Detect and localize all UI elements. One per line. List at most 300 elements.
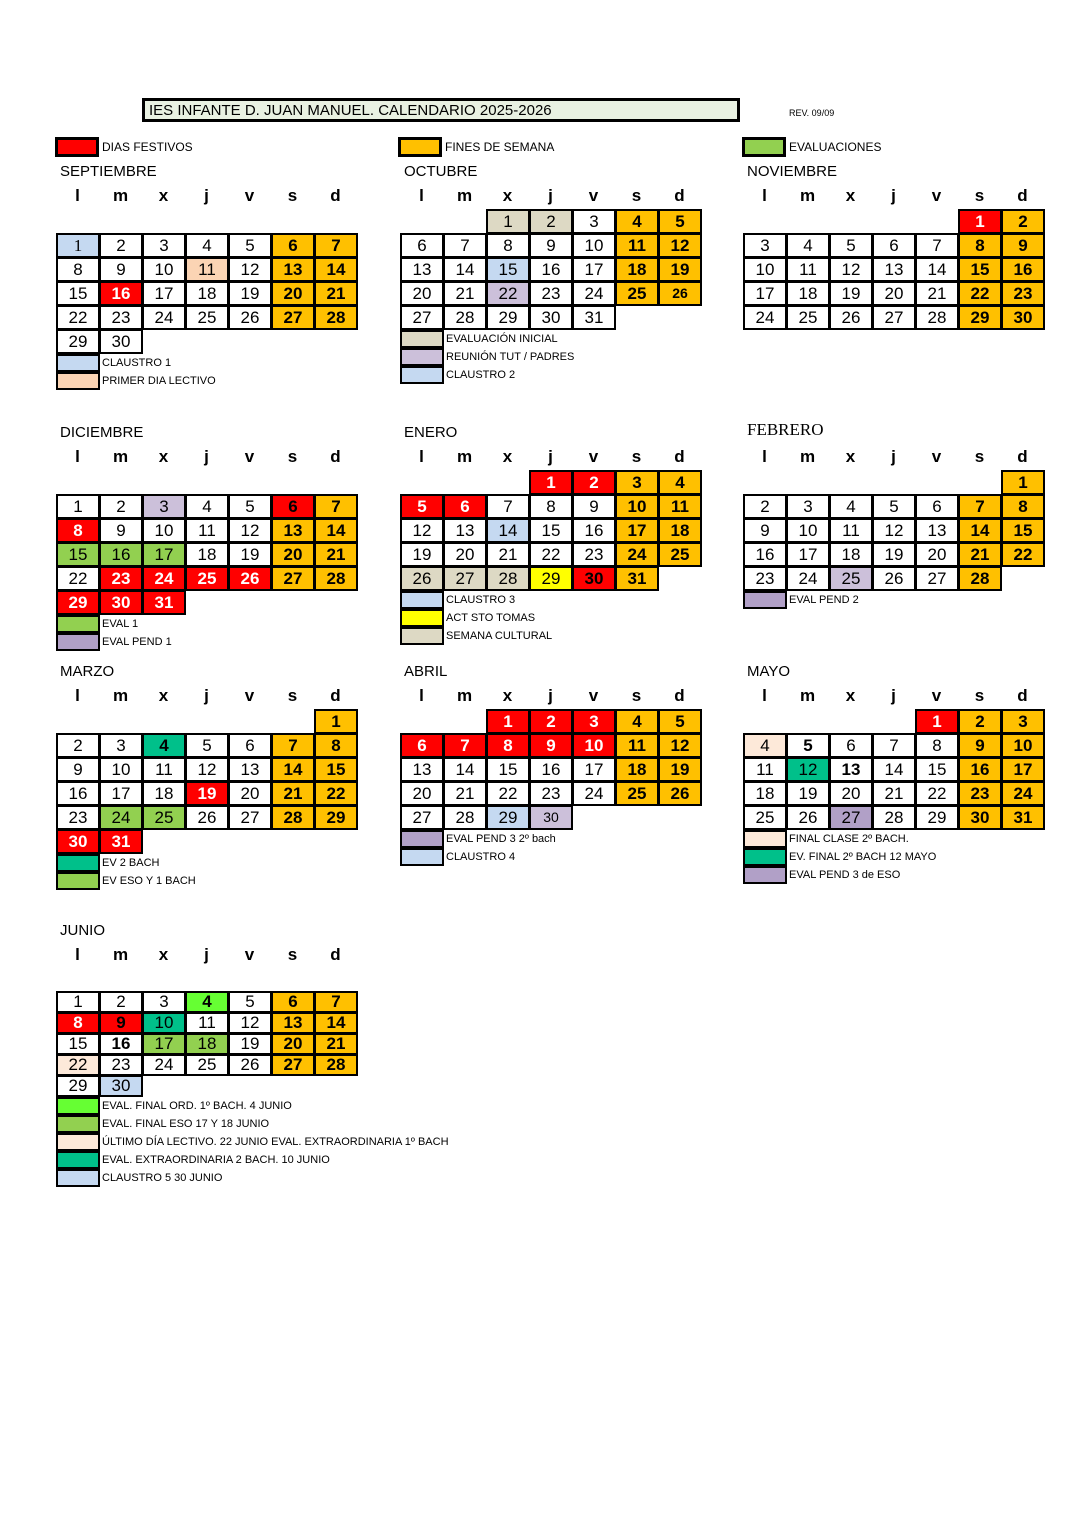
day-cell: 18 <box>142 781 186 806</box>
day-cell: 26 <box>658 281 702 306</box>
day-cell: 28 <box>314 566 358 591</box>
day-cell: 5 <box>228 233 272 258</box>
weekday-label: d <box>330 447 341 466</box>
day-cell: 18 <box>185 1033 229 1055</box>
day-cell: 17 <box>142 1033 186 1055</box>
day-cell: 1 <box>486 209 530 234</box>
day-cell: 23 <box>743 566 787 591</box>
day-cell: 28 <box>958 566 1002 591</box>
day-cell: 5 <box>786 733 830 758</box>
day-cell: 2 <box>99 494 143 519</box>
legend-item <box>743 591 1086 609</box>
day-cell: 29 <box>56 329 100 354</box>
legend-swatch <box>56 854 100 872</box>
day-cell: 13 <box>271 1012 315 1034</box>
weekday-label: d <box>330 186 341 205</box>
day-cell: 2 <box>572 470 616 495</box>
weekday-label: j <box>204 186 209 205</box>
day-cell: 12 <box>658 233 702 258</box>
day-cell: 10 <box>1001 733 1045 758</box>
legend-item <box>400 348 900 366</box>
day-cell: 13 <box>271 257 315 282</box>
day-cell: 15 <box>56 1033 100 1055</box>
month-name: MAYO <box>747 663 791 680</box>
day-cell: 19 <box>228 1033 272 1055</box>
weekday-label: s <box>974 447 985 466</box>
day-cell: 20 <box>915 542 959 567</box>
day-cell: 20 <box>400 781 444 806</box>
day-cell: 14 <box>314 257 358 282</box>
legend-item <box>743 848 1086 866</box>
day-cell: 4 <box>786 233 830 258</box>
day-cell: 27 <box>400 305 444 330</box>
day-cell: 3 <box>142 494 186 519</box>
weekday-label: d <box>330 686 341 705</box>
legend-label: EVAL PEND 2 <box>789 594 859 606</box>
day-cell: 7 <box>314 991 358 1013</box>
weekday-label: v <box>588 686 599 705</box>
day-cell: 14 <box>915 257 959 282</box>
legend-evaluaciones-label: EVALUACIONES <box>789 140 882 154</box>
day-cell: 26 <box>228 1054 272 1076</box>
day-cell: 12 <box>185 757 229 782</box>
legend-label: PRIMER DIA LECTIVO <box>102 375 216 387</box>
legend-item <box>56 1133 556 1151</box>
weekday-label: j <box>891 686 896 705</box>
day-cell: 10 <box>142 1012 186 1034</box>
weekday-label: l <box>762 447 767 466</box>
legend-swatch <box>400 330 444 348</box>
day-cell: 26 <box>228 566 272 591</box>
day-cell: 11 <box>142 757 186 782</box>
legend-festivos-label: DIAS FESTIVOS <box>102 140 193 154</box>
day-cell: 6 <box>271 991 315 1013</box>
legend-label: EV 2 BACH <box>102 857 160 869</box>
day-cell: 5 <box>185 733 229 758</box>
day-cell: 1 <box>56 991 100 1013</box>
day-cell: 9 <box>56 757 100 782</box>
day-cell: 19 <box>658 757 702 782</box>
day-cell: 16 <box>99 542 143 567</box>
day-cell: 25 <box>185 1054 229 1076</box>
day-cell: 29 <box>529 566 573 591</box>
day-cell: 2 <box>99 991 143 1013</box>
legend-label: CLAUSTRO 3 <box>446 594 516 606</box>
legend-swatch <box>400 848 444 866</box>
weekday-label: l <box>75 686 80 705</box>
day-cell: 8 <box>486 733 530 758</box>
day-cell: 23 <box>529 781 573 806</box>
weekday-label: j <box>891 447 896 466</box>
weekday-label: d <box>330 945 341 964</box>
legend-item <box>743 830 1086 848</box>
weekday-label: s <box>631 686 642 705</box>
day-cell: 5 <box>228 494 272 519</box>
day-cell: 19 <box>658 257 702 282</box>
day-cell: 28 <box>443 805 487 830</box>
legend-label: FINAL CLASE 2º BACH. <box>789 833 909 845</box>
day-cell: 7 <box>314 494 358 519</box>
weekday-label: v <box>244 686 255 705</box>
weekday-label: s <box>287 686 298 705</box>
day-cell: 12 <box>228 518 272 543</box>
day-cell: 26 <box>185 805 229 830</box>
day-cell: 22 <box>56 1054 100 1076</box>
weekday-label: m <box>799 447 816 466</box>
day-cell: 20 <box>271 281 315 306</box>
day-cell: 27 <box>915 566 959 591</box>
day-cell: 24 <box>743 305 787 330</box>
day-cell: 23 <box>99 1054 143 1076</box>
day-cell: 22 <box>529 542 573 567</box>
day-cell: 28 <box>314 305 358 330</box>
day-cell: 2 <box>1001 209 1045 234</box>
day-cell: 31 <box>572 305 616 330</box>
day-cell: 30 <box>529 805 573 830</box>
day-cell: 4 <box>829 494 873 519</box>
day-cell: 6 <box>443 494 487 519</box>
legend-item <box>400 366 900 384</box>
day-cell: 24 <box>142 305 186 330</box>
month-name: JUNIO <box>60 922 105 939</box>
day-cell: 26 <box>228 305 272 330</box>
day-cell: 23 <box>99 566 143 591</box>
day-cell: 4 <box>743 733 787 758</box>
day-cell: 25 <box>615 781 659 806</box>
day-cell: 26 <box>872 566 916 591</box>
day-cell: 24 <box>142 566 186 591</box>
day-cell: 1 <box>56 233 100 258</box>
day-cell: 6 <box>400 733 444 758</box>
day-cell: 15 <box>56 281 100 306</box>
weekday-label: x <box>158 945 169 964</box>
day-cell: 4 <box>185 494 229 519</box>
day-cell: 30 <box>1001 305 1045 330</box>
day-cell: 16 <box>56 781 100 806</box>
day-cell: 10 <box>99 757 143 782</box>
day-cell: 22 <box>486 281 530 306</box>
day-cell: 31 <box>99 829 143 854</box>
legend-item <box>743 866 1086 884</box>
day-cell: 21 <box>443 281 487 306</box>
day-cell: 23 <box>99 305 143 330</box>
legend-label: EVAL PEND 1 <box>102 636 172 648</box>
day-cell: 15 <box>915 757 959 782</box>
legend-swatch <box>743 591 787 609</box>
legend-swatch <box>400 609 444 627</box>
day-cell: 25 <box>142 805 186 830</box>
day-cell: 28 <box>271 805 315 830</box>
day-cell: 23 <box>56 805 100 830</box>
day-cell: 9 <box>99 257 143 282</box>
day-cell: 30 <box>99 1075 143 1097</box>
day-cell: 11 <box>185 518 229 543</box>
weekday-label: j <box>891 186 896 205</box>
weekday-label: v <box>244 447 255 466</box>
day-cell: 8 <box>56 257 100 282</box>
day-cell: 25 <box>786 305 830 330</box>
day-cell: 7 <box>958 494 1002 519</box>
legend-item <box>400 609 900 627</box>
day-cell: 27 <box>228 805 272 830</box>
day-cell: 24 <box>786 566 830 591</box>
festivos-swatch <box>55 137 99 157</box>
weekday-label: x <box>845 686 856 705</box>
day-cell: 12 <box>829 257 873 282</box>
weekday-label: d <box>674 186 685 205</box>
weekday-label: l <box>419 447 424 466</box>
day-cell: 18 <box>658 518 702 543</box>
legend-label: EV. FINAL 2º BACH 12 MAYO <box>789 851 937 863</box>
day-cell: 13 <box>228 757 272 782</box>
day-cell: 2 <box>743 494 787 519</box>
weekday-label: x <box>502 686 513 705</box>
day-cell: 13 <box>400 257 444 282</box>
day-cell: 6 <box>271 494 315 519</box>
weekday-label: d <box>674 447 685 466</box>
weekday-label: j <box>204 945 209 964</box>
day-cell: 16 <box>958 757 1002 782</box>
day-cell: 10 <box>786 518 830 543</box>
weekday-label: m <box>112 686 129 705</box>
day-cell: 20 <box>400 281 444 306</box>
day-cell: 31 <box>142 590 186 615</box>
legend-swatch <box>56 872 100 890</box>
day-cell: 31 <box>615 566 659 591</box>
day-cell: 9 <box>529 233 573 258</box>
legend-swatch <box>400 366 444 384</box>
day-cell: 14 <box>872 757 916 782</box>
day-cell: 7 <box>271 733 315 758</box>
day-cell: 7 <box>486 494 530 519</box>
weekday-label: x <box>158 447 169 466</box>
day-cell: 3 <box>142 991 186 1013</box>
weekday-label: s <box>631 186 642 205</box>
legend-item <box>400 627 900 645</box>
legend-swatch <box>56 1115 100 1133</box>
day-cell: 30 <box>99 329 143 354</box>
weekday-label: x <box>158 186 169 205</box>
month-name: OCTUBRE <box>404 163 478 180</box>
weekday-label: v <box>931 447 942 466</box>
day-cell: 1 <box>1001 470 1045 495</box>
weekday-label: s <box>974 686 985 705</box>
weekday-label: j <box>204 686 209 705</box>
weekday-label: x <box>158 686 169 705</box>
day-cell: 22 <box>56 305 100 330</box>
day-cell: 1 <box>56 494 100 519</box>
day-cell: 4 <box>615 209 659 234</box>
day-cell: 23 <box>572 542 616 567</box>
day-cell: 20 <box>228 781 272 806</box>
day-cell: 21 <box>314 542 358 567</box>
day-cell: 17 <box>615 518 659 543</box>
day-cell: 30 <box>572 566 616 591</box>
day-cell: 25 <box>829 566 873 591</box>
day-cell: 25 <box>658 542 702 567</box>
day-cell: 3 <box>99 733 143 758</box>
weekday-label: x <box>502 447 513 466</box>
day-cell: 8 <box>1001 494 1045 519</box>
legend-label: EVAL. FINAL ESO 17 Y 18 JUNIO <box>102 1118 270 1130</box>
day-cell: 14 <box>443 257 487 282</box>
legend-label: ÚLTIMO DÍA LECTIVO. 22 JUNIO EVAL. EXTRAORDINARIA 1º BACH <box>102 1136 449 1148</box>
day-cell: 10 <box>615 494 659 519</box>
day-cell: 11 <box>829 518 873 543</box>
day-cell: 2 <box>529 209 573 234</box>
day-cell: 24 <box>615 542 659 567</box>
day-cell: 7 <box>314 233 358 258</box>
day-cell: 17 <box>572 257 616 282</box>
day-cell: 1 <box>529 470 573 495</box>
day-cell: 4 <box>185 233 229 258</box>
legend-swatch <box>743 830 787 848</box>
day-cell: 10 <box>142 518 186 543</box>
day-cell: 22 <box>1001 542 1045 567</box>
day-cell: 25 <box>615 281 659 306</box>
day-cell: 22 <box>958 281 1002 306</box>
legend-item <box>56 872 556 890</box>
legend-swatch <box>743 866 787 884</box>
weekday-label: d <box>1017 686 1028 705</box>
legend-item <box>56 1097 556 1115</box>
weekday-label: m <box>112 186 129 205</box>
day-cell: 8 <box>56 1012 100 1034</box>
weekday-label: l <box>75 186 80 205</box>
day-cell: 14 <box>314 518 358 543</box>
day-cell: 11 <box>658 494 702 519</box>
day-cell: 28 <box>872 805 916 830</box>
day-cell: 11 <box>185 257 229 282</box>
weekday-label: v <box>244 945 255 964</box>
day-cell: 19 <box>872 542 916 567</box>
day-cell: 19 <box>185 781 229 806</box>
day-cell: 9 <box>572 494 616 519</box>
day-cell: 8 <box>56 518 100 543</box>
day-cell: 31 <box>1001 805 1045 830</box>
day-cell: 24 <box>572 281 616 306</box>
day-cell: 9 <box>99 518 143 543</box>
day-cell: 9 <box>958 733 1002 758</box>
day-cell: 28 <box>486 566 530 591</box>
day-cell: 22 <box>915 781 959 806</box>
day-cell: 21 <box>271 781 315 806</box>
weekday-label: v <box>588 186 599 205</box>
day-cell: 17 <box>786 542 830 567</box>
day-cell: 7 <box>872 733 916 758</box>
day-cell: 15 <box>486 257 530 282</box>
weekday-label: s <box>287 945 298 964</box>
legend-label: EVAL PEND 3 2º bach <box>446 833 556 845</box>
legend-item <box>56 1115 556 1133</box>
day-cell: 29 <box>56 590 100 615</box>
weekday-label: l <box>762 186 767 205</box>
day-cell: 1 <box>958 209 1002 234</box>
day-cell: 15 <box>314 757 358 782</box>
day-cell: 17 <box>142 542 186 567</box>
day-cell: 21 <box>915 281 959 306</box>
day-cell: 16 <box>1001 257 1045 282</box>
day-cell: 3 <box>572 709 616 734</box>
day-cell: 29 <box>56 1075 100 1097</box>
day-cell: 22 <box>56 566 100 591</box>
weekday-label: m <box>112 945 129 964</box>
day-cell: 15 <box>529 518 573 543</box>
day-cell: 3 <box>572 209 616 234</box>
day-cell: 19 <box>829 281 873 306</box>
legend-label: CLAUSTRO 2 <box>446 369 516 381</box>
legend-label: CLAUSTRO 1 <box>102 357 172 369</box>
day-cell: 12 <box>658 733 702 758</box>
day-cell: 13 <box>915 518 959 543</box>
weekday-label: v <box>931 686 942 705</box>
month-name: MARZO <box>60 663 115 680</box>
day-cell: 27 <box>443 566 487 591</box>
day-cell: 9 <box>529 733 573 758</box>
day-cell: 12 <box>786 757 830 782</box>
day-cell: 27 <box>271 305 315 330</box>
day-cell: 8 <box>529 494 573 519</box>
day-cell: 19 <box>228 281 272 306</box>
weekday-label: s <box>287 186 298 205</box>
day-cell: 24 <box>142 1054 186 1076</box>
day-cell: 11 <box>743 757 787 782</box>
day-cell: 18 <box>786 281 830 306</box>
day-cell: 2 <box>56 733 100 758</box>
weekday-label: v <box>244 186 255 205</box>
day-cell: 17 <box>142 281 186 306</box>
day-cell: 12 <box>872 518 916 543</box>
day-cell: 25 <box>185 305 229 330</box>
day-cell: 23 <box>529 281 573 306</box>
day-cell: 28 <box>314 1054 358 1076</box>
day-cell: 14 <box>271 757 315 782</box>
day-cell: 18 <box>185 542 229 567</box>
day-cell: 20 <box>443 542 487 567</box>
day-cell: 3 <box>786 494 830 519</box>
month-name: NOVIEMBRE <box>747 163 838 180</box>
day-cell: 26 <box>829 305 873 330</box>
day-cell: 13 <box>443 518 487 543</box>
day-cell: 9 <box>1001 233 1045 258</box>
weekday-label: d <box>1017 186 1028 205</box>
weekday-label: m <box>456 686 473 705</box>
fines-semana-swatch <box>398 137 442 157</box>
weekday-label: x <box>845 186 856 205</box>
legend-label: EVAL 1 <box>102 618 139 630</box>
legend-swatch <box>56 1133 100 1151</box>
weekday-label: m <box>456 447 473 466</box>
day-cell: 12 <box>400 518 444 543</box>
day-cell: 6 <box>829 733 873 758</box>
day-cell: 17 <box>99 781 143 806</box>
day-cell: 3 <box>615 470 659 495</box>
day-cell: 21 <box>314 281 358 306</box>
legend-swatch <box>56 1169 100 1187</box>
day-cell: 29 <box>486 805 530 830</box>
day-cell: 18 <box>615 257 659 282</box>
day-cell: 3 <box>1001 709 1045 734</box>
day-cell: 28 <box>443 305 487 330</box>
day-cell: 5 <box>872 494 916 519</box>
revision-label: REV. 09/09 <box>789 108 835 118</box>
day-cell: 30 <box>99 590 143 615</box>
day-cell: 21 <box>872 781 916 806</box>
legend-label: EV ESO Y 1 BACH <box>102 875 196 887</box>
day-cell: 17 <box>1001 757 1045 782</box>
day-cell: 19 <box>400 542 444 567</box>
weekday-label: m <box>112 447 129 466</box>
